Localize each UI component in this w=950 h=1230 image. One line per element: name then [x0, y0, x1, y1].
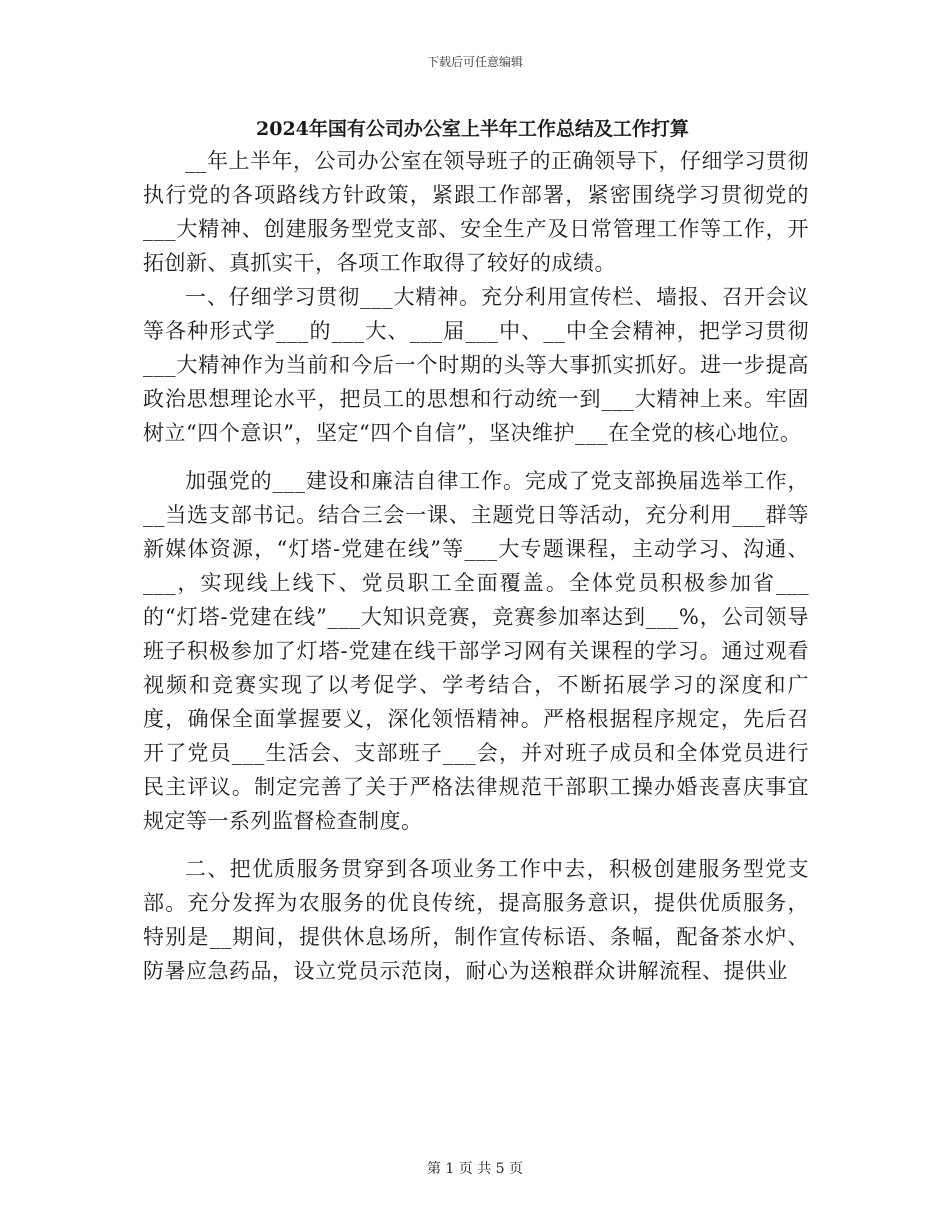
- document-title: 2024年国有公司办公室上半年工作总结及工作打算: [256, 118, 689, 140]
- document-body: [143, 144, 809, 988]
- paragraph-section-2: 二、把优质服务贯穿到各项业务工作中去，积极创建服务型党支部。充分发挥为农服务的优良传统，提高服务意识，提供优质服务，特别是__期间，提供休息场所，制作宣传标语、条幅，配备茶水炉、防暑应急药品，设立党员示范岗，耐心为送粮群众讲解流程、提供业: [143, 857, 809, 983]
- page-number: 第 1 页 共 5 页: [426, 1161, 524, 1177]
- paragraph-intro: __年上半年，公司办公室在领导班子的正确领导下，仔细学习贯彻执行党的各项路线方针政策，紧跟工作部署，紧密围绕学习贯彻党的___大精神、创建服务型党支部、安全生产及日常管理工作等工作，开拓创新、真抓实干，各项工作取得了较好的成绩。: [143, 149, 809, 275]
- header-note: 下载后可任意编辑: [426, 55, 523, 69]
- paragraph-party-building: 加强党的___建设和廉洁自律工作。完成了党支部换届选举工作，__当选支部书记。结合三会一课、主题党日等活动，充分利用___群等新媒体资源，“灯塔-党建在线”等___大专题课程，主动学习、沟通、___，实现线上线下、党员职工全面覆盖。全体党员积极参加省___的“灯塔-党建在线”___大知识竞赛，竞赛参加率达到___%，公司领导班子积极参加了灯塔-党建在线干部学习网有关课程的学习。通过观看视频和竞赛实现了以考促学、学考结合，不断拓展学习的深度和广度，确保全面掌握要义，深化领悟精神。严格根据程序规定，先后召开了党员___生活会、支部班子___会，并对班子成员和全体党员进行民主评议。制定完善了关于严格法律规范干部职工操办婚丧喜庆事宜规定等一系列监督检查制度。: [143, 469, 809, 833]
- paragraph-section-1: 一、仔细学习贯彻___大精神。充分利用宣传栏、墙报、召开会议等各种形式学___的___大、___届___中、__中全会精神，把学习贯彻___大精神作为当前和今后一个时期的头等大事抓实抓好。进一步提高政治思想理论水平，把员工的思想和行动统一到___大精神上来。牢固树立“四个意识”，坚定“四个自信”，坚决维护___在全党的核心地位。: [143, 285, 809, 445]
